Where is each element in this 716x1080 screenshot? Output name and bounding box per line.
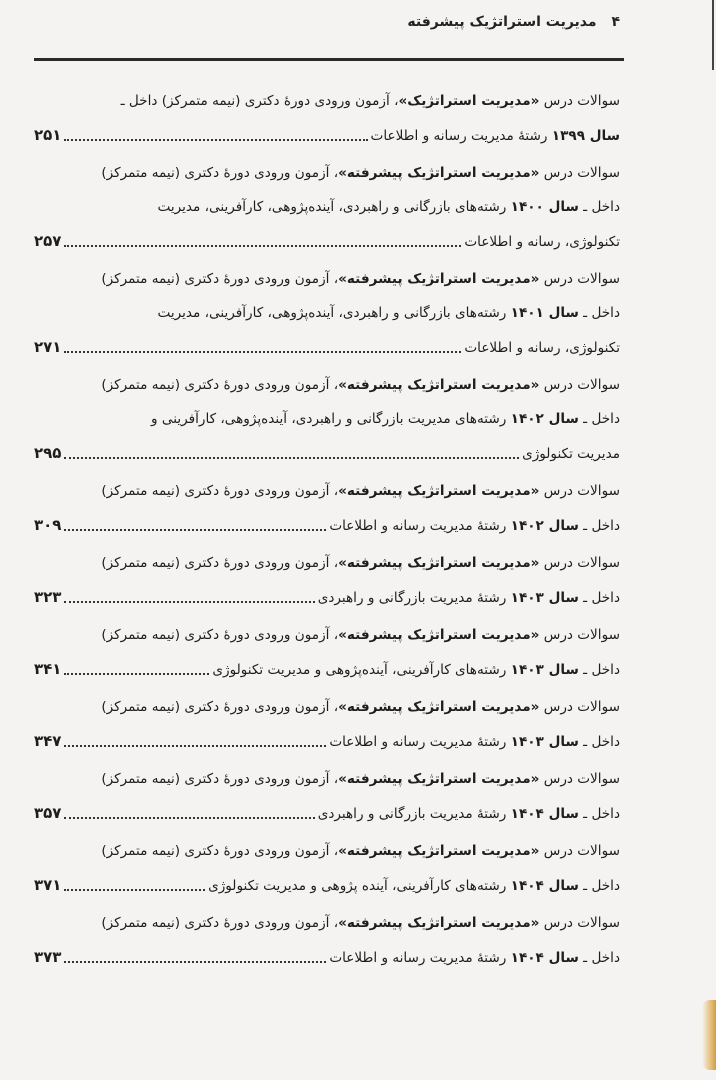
line-text [101, 546, 620, 580]
emphasis-text: «مدیریت استراتژیک پیشرفته» [338, 915, 540, 931]
toc-entry-line [34, 762, 620, 796]
entry-text: ، آزمون ورودی دورهٔ دکتری (نیمه متمرکز) داخل ـ [120, 93, 399, 109]
toc-entry-last-line [34, 580, 620, 614]
entry-text: سوالات درس [539, 93, 620, 109]
dot-leader [64, 745, 326, 747]
toc-page-number: ۳۷۳ [34, 948, 62, 966]
line-text [522, 437, 620, 471]
line-text [101, 690, 620, 724]
entry-text: رشتهٔ مدیریت بازرگانی و راهبردی [317, 590, 511, 606]
entry-text: رشته‌های کارآفرینی، آینده‌پژوهی و مدیریت تکنولوژی [212, 662, 511, 678]
entry-text: سوالات درس [539, 843, 620, 859]
entry-text: سوالات درس [539, 915, 620, 931]
dot-leader [64, 889, 205, 891]
line-text [158, 190, 621, 224]
toc-page-number: ۳۵۷ [34, 804, 62, 822]
toc-entry-last-line [34, 330, 620, 364]
toc-entry-last-line [34, 868, 620, 902]
entry-text: ، آزمون ورودی دورهٔ دکتری (نیمه متمرکز) [101, 627, 339, 643]
entry-text: رشتهٔ مدیریت رسانه و اطلاعات [329, 950, 511, 966]
emphasis-text: «مدیریت استراتژیک» [398, 93, 540, 109]
entry-text: داخل ـ [578, 305, 620, 321]
toc-entry[interactable] [34, 368, 620, 474]
entry-text: رشته‌های کارآفرینی، آینده پژوهی و مدیریت تکنولوژی [208, 878, 511, 894]
table-of-contents [34, 84, 620, 978]
entry-text: ، آزمون ورودی دورهٔ دکتری (نیمه متمرکز) [101, 843, 339, 859]
dot-leader [64, 457, 519, 459]
toc-entry-line [34, 546, 620, 580]
entry-text: رشتهٔ مدیریت رسانه و اطلاعات [370, 128, 552, 144]
entry-text: سوالات درس [539, 377, 620, 393]
entry-text: سوالات درس [539, 771, 620, 787]
emphasis-text: «مدیریت استراتژیک پیشرفته» [338, 483, 540, 499]
toc-entry-last-line [34, 118, 620, 152]
entry-text: داخل ـ [578, 662, 620, 678]
entry-text: ، آزمون ورودی دورهٔ دکتری (نیمه متمرکز) [101, 483, 339, 499]
dot-leader [64, 245, 461, 247]
entry-text: رشتهٔ مدیریت رسانه و اطلاعات [329, 518, 511, 534]
toc-entry[interactable] [34, 618, 620, 690]
toc-entry[interactable] [34, 474, 620, 546]
emphasis-text: سال ۱۴۰۳ [510, 590, 579, 606]
line-text [329, 941, 620, 975]
toc-entry[interactable] [34, 84, 620, 156]
entry-text: داخل ـ [578, 411, 620, 427]
entry-text: سوالات درس [539, 271, 620, 287]
line-text [371, 119, 620, 153]
entry-text: داخل ـ [578, 518, 620, 534]
emphasis-text: «مدیریت استراتژیک پیشرفته» [338, 555, 540, 571]
line-text [208, 869, 620, 903]
line-text [212, 653, 620, 687]
emphasis-text: سال ۱۴۰۰ [510, 199, 579, 215]
entry-text: داخل ـ [578, 590, 620, 606]
line-text [101, 156, 620, 190]
entry-text: ، آزمون ورودی دورهٔ دکتری (نیمه متمرکز) [101, 377, 339, 393]
entry-text: داخل ـ [578, 878, 620, 894]
entry-text: سوالات درس [539, 627, 620, 643]
toc-entry-last-line [34, 436, 620, 470]
toc-entry-line [34, 402, 620, 436]
toc-entry-line [34, 156, 620, 190]
entry-text: سوالات درس [539, 483, 620, 499]
emphasis-text: «مدیریت استراتژیک پیشرفته» [338, 699, 540, 715]
emphasis-text: سال ۱۴۰۳ [510, 662, 579, 678]
dot-leader [64, 817, 314, 819]
emphasis-text: سال ۱۴۰۲ [510, 518, 579, 534]
line-text [121, 84, 620, 118]
line-text [101, 906, 620, 940]
page-edge-line [712, 0, 714, 70]
entry-text: ، آزمون ورودی دورهٔ دکتری (نیمه متمرکز) [101, 699, 339, 715]
toc-page-number: ۳۷۱ [34, 876, 62, 894]
line-text [329, 725, 620, 759]
toc-entry-line [34, 84, 620, 118]
line-text [101, 262, 620, 296]
toc-entry-last-line [34, 796, 620, 830]
toc-page-number: ۲۷۱ [34, 338, 62, 356]
toc-entry-line [34, 618, 620, 652]
toc-entry[interactable] [34, 906, 620, 978]
toc-entry-line [34, 690, 620, 724]
entry-text: ، آزمون ورودی دورهٔ دکتری (نیمه متمرکز) [101, 915, 339, 931]
toc-entry[interactable] [34, 262, 620, 368]
toc-page-number: ۲۵۷ [34, 232, 62, 250]
entry-text: مدیریت تکنولوژی [522, 446, 620, 462]
toc-page-number: ۳۲۳ [34, 588, 62, 606]
dot-leader [64, 961, 326, 963]
dot-leader [64, 673, 209, 675]
toc-entry[interactable] [34, 834, 620, 906]
entry-text: رشته‌های مدیریت بازرگانی و راهبردی، آینده‌پژوهی، کارآفرینی و [151, 411, 511, 427]
entry-text: سوالات درس [539, 555, 620, 571]
emphasis-text: «مدیریت استراتژیک پیشرفته» [338, 627, 540, 643]
entry-text: تکنولوژی، رسانه و اطلاعات [464, 340, 620, 356]
emphasis-text: سال ۱۴۰۴ [510, 878, 579, 894]
line-text [101, 368, 620, 402]
line-text [101, 762, 620, 796]
entry-text: ، آزمون ورودی دورهٔ دکتری (نیمه متمرکز) [101, 165, 339, 181]
running-title: مدیریت استراتژیک پیشرفته [407, 14, 597, 30]
emphasis-text: «مدیریت استراتژیک پیشرفته» [338, 271, 540, 287]
entry-text: سوالات درس [539, 699, 620, 715]
dot-leader [64, 601, 314, 603]
toc-page-number: ۲۵۱ [34, 126, 62, 144]
line-text [101, 834, 620, 868]
line-text [318, 581, 620, 615]
dot-leader [64, 351, 461, 353]
emphasis-text: «مدیریت استراتژیک پیشرفته» [338, 377, 540, 393]
toc-entry-last-line [34, 940, 620, 974]
page-edge-tab [702, 1000, 716, 1070]
line-text [101, 474, 620, 508]
emphasis-text: «مدیریت استراتژیک پیشرفته» [338, 843, 540, 859]
toc-page-number: ۲۹۵ [34, 444, 62, 462]
entry-text: ، آزمون ورودی دورهٔ دکتری (نیمه متمرکز) [101, 771, 339, 787]
emphasis-text: «مدیریت استراتژیک پیشرفته» [338, 771, 540, 787]
entry-text: داخل ـ [578, 950, 620, 966]
line-text [464, 331, 620, 365]
page-header [96, 14, 620, 30]
toc-entry[interactable] [34, 762, 620, 834]
line-text [101, 618, 620, 652]
page-number: ۴ [611, 14, 620, 30]
line-text [329, 509, 620, 543]
toc-entry[interactable] [34, 156, 620, 262]
toc-entry-last-line [34, 652, 620, 686]
entry-text: داخل ـ [578, 806, 620, 822]
toc-page-number: ۳۰۹ [34, 516, 62, 534]
toc-entry-line [34, 474, 620, 508]
emphasis-text: سال ۱۴۰۴ [510, 806, 579, 822]
emphasis-text: «مدیریت استراتژیک پیشرفته» [338, 165, 540, 181]
toc-entry-last-line [34, 224, 620, 258]
line-text [464, 225, 620, 259]
toc-entry-line [34, 262, 620, 296]
toc-entry-line [34, 906, 620, 940]
toc-entry-last-line [34, 508, 620, 542]
header-rule [34, 58, 624, 61]
emphasis-text: سال ۱۳۹۹ [551, 128, 620, 144]
entry-text: رشتهٔ مدیریت رسانه و اطلاعات [329, 734, 511, 750]
emphasis-text: سال ۱۴۰۴ [510, 950, 579, 966]
toc-page-number: ۳۴۱ [34, 660, 62, 678]
toc-entry[interactable] [34, 546, 620, 618]
toc-entry-last-line [34, 724, 620, 758]
entry-text: رشته‌های بازرگانی و راهبردی، آینده‌پژوهی، کارآفرینی، مدیریت [157, 199, 511, 215]
entry-text: رشته‌های بازرگانی و راهبردی، آینده‌پژوهی، کارآفرینی، مدیریت [157, 305, 511, 321]
entry-text: داخل ـ [578, 734, 620, 750]
emphasis-text: سال ۱۴۰۳ [510, 734, 579, 750]
toc-entry-line [34, 296, 620, 330]
toc-page-number: ۳۴۷ [34, 732, 62, 750]
entry-text: تکنولوژی، رسانه و اطلاعات [464, 234, 620, 250]
line-text [318, 797, 620, 831]
entry-text: ، آزمون ورودی دورهٔ دکتری (نیمه متمرکز) [101, 271, 339, 287]
toc-entry-line [34, 190, 620, 224]
entry-text: داخل ـ [578, 199, 620, 215]
dot-leader [64, 529, 326, 531]
entry-text: ، آزمون ورودی دورهٔ دکتری (نیمه متمرکز) [101, 555, 339, 571]
dot-leader [64, 139, 367, 141]
entry-text: رشتهٔ مدیریت بازرگانی و راهبردی [317, 806, 511, 822]
toc-entry-line [34, 834, 620, 868]
line-text [158, 296, 621, 330]
line-text [151, 402, 620, 436]
toc-entry-line [34, 368, 620, 402]
emphasis-text: سال ۱۴۰۱ [510, 305, 579, 321]
emphasis-text: سال ۱۴۰۲ [510, 411, 579, 427]
toc-entry[interactable] [34, 690, 620, 762]
entry-text: سوالات درس [539, 165, 620, 181]
